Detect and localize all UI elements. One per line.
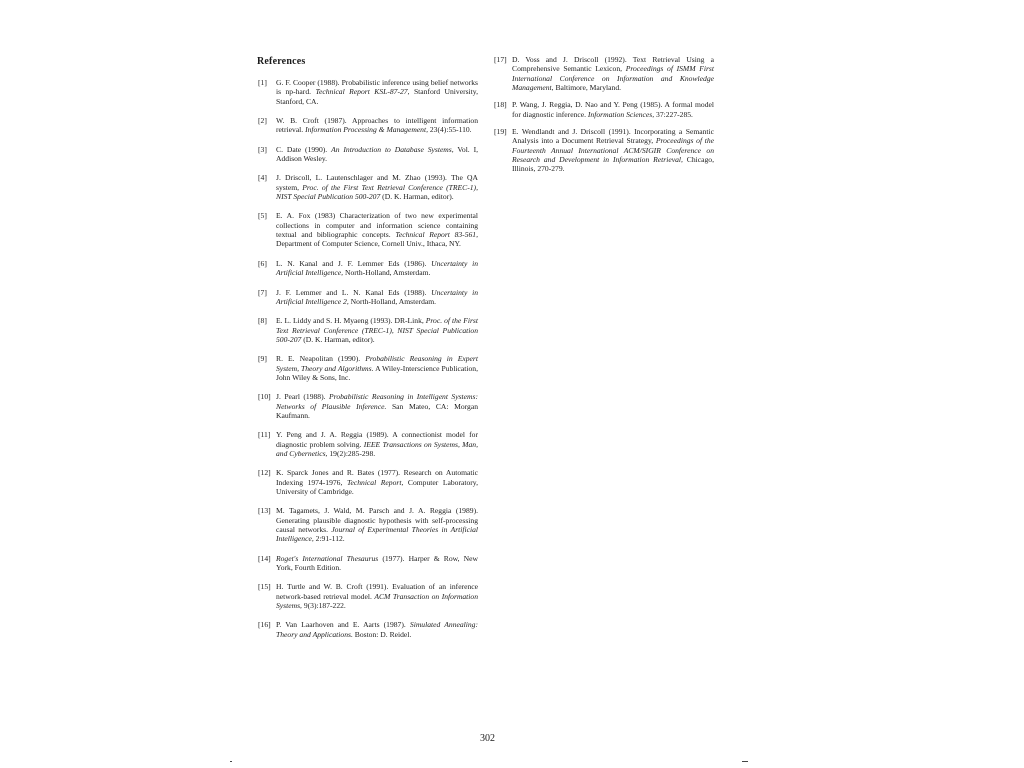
reference-text-segment: D. Voss and J. Driscoll (1992). Text Retrieval Using a Comprehensive Semantic Lexicon, — [512, 55, 714, 74]
reference-title-italic: Journal of Experimental Theories in Artificial Intelligence, — [276, 525, 478, 544]
reference-text-segment: (D. K. Harman, editor). — [301, 334, 375, 344]
reference-number: [15] — [258, 582, 271, 592]
reference-text-segment: E. L. Liddy and S. H. Myaeng (1993). DR-Link, — [276, 316, 426, 326]
reference-entry — [258, 173, 478, 201]
reference-entry — [258, 316, 478, 344]
reference-text-segment: Vol. I, Addison Wesley. — [276, 144, 479, 164]
reference-entry — [258, 506, 478, 543]
reference-text — [276, 173, 478, 201]
reference-text — [276, 211, 478, 248]
reference-entry — [258, 211, 478, 248]
reference-text — [276, 554, 478, 573]
reference-text-segment: North-Holland, Amsterdam. — [348, 296, 437, 306]
reference-text-segment: Boston: D. Reidel. — [352, 629, 412, 639]
reference-entry — [258, 468, 478, 496]
corner-mark-left — [230, 761, 232, 762]
reference-text-segment: 9(3):187-222. — [301, 601, 346, 611]
reference-entry — [494, 100, 714, 119]
reference-text-segment: C. Date (1990). — [276, 144, 332, 154]
reference-entry — [258, 116, 478, 135]
reference-text-segment: (D. K. Harman, editor). — [380, 192, 454, 202]
reference-number: [4] — [258, 173, 267, 183]
reference-number: [18] — [494, 100, 507, 110]
reference-text-segment: W. B. Croft (1987). Approaches to intelligent information retrieval. — [276, 116, 478, 135]
reference-text — [276, 582, 478, 610]
reference-entry — [258, 554, 478, 573]
reference-text-segment: Stanford University, Stanford, CA. — [276, 87, 478, 106]
reference-text-segment: G. F. Cooper (1988). Probabilistic inference using belief networks is np-hard. — [276, 78, 478, 97]
reference-text-segment: Computer Laboratory, University of Cambridge. — [276, 477, 479, 496]
reference-title-italic: Technical Report KSL-87-27, — [315, 87, 410, 97]
reference-title-italic: Probabilistic Reasoning in Expert System, Theory and Algorithms. — [276, 354, 478, 373]
reference-text-segment: A Wiley-Interscience Publication, John Wiley & Sons, Inc. — [276, 363, 478, 382]
reference-text-segment: K. Sparck Jones and R. Bates (1977). Research on Automatic Indexing 1974-1976, — [276, 468, 478, 487]
reference-entry — [258, 430, 478, 458]
reference-number: [1] — [258, 78, 267, 87]
reference-title-italic: Proceedings of the Fourteenth Annual International ACM/SIGIR Conference on Research and Development in Information Retrieval, — [512, 136, 714, 165]
reference-entry — [258, 78, 478, 106]
reference-number: [6] — [258, 258, 267, 268]
reference-text — [276, 288, 478, 307]
reference-text-segment: North-Holland, Amsterdam. — [343, 268, 431, 278]
reference-number: [2] — [258, 116, 267, 126]
reference-entry — [494, 127, 714, 174]
reference-text-segment: M. Tagamets, J. Wald, M. Parsch and J. A. Reggia (1989). Generating plausible diagnostic hypothesis with self-processing causal networks. — [276, 506, 478, 535]
reference-text-segment: Chicago, Illinois, 270-279. — [512, 155, 714, 174]
reference-number: [12] — [258, 468, 271, 478]
reference-text — [276, 506, 478, 543]
reference-text — [276, 259, 478, 278]
reference-text-segment: J. F. Lemmer and L. N. Kanal Eds (1988). — [276, 287, 432, 297]
reference-number: [5] — [258, 211, 267, 221]
reference-entry — [494, 55, 714, 92]
reference-title-italic: Proceedings of ISMM First International Conference on Information and Knowledge Management, — [512, 64, 714, 93]
reference-number: [11] — [258, 430, 271, 440]
reference-text — [276, 620, 478, 639]
reference-title-italic: IEEE Transactions on Systems, Man, and Cybernetics, — [276, 439, 478, 458]
reference-number: [14] — [258, 553, 271, 563]
reference-title-italic: Information Processing & Management, — [305, 125, 428, 135]
references-right-column — [494, 55, 714, 174]
reference-text-segment: H. Turtle and W. B. Croft (1991). Evaluation of an inference network-based retrieval model. — [276, 582, 478, 601]
reference-text-segment: P. Wang, J. Reggia, D. Nao and Y. Peng (1985). A formal model for diagnostic inference. — [512, 100, 714, 119]
reference-entry — [258, 354, 478, 382]
reference-number: [19] — [494, 127, 507, 137]
reference-text-segment: Baltimore, Maryland. — [553, 83, 622, 93]
reference-title-italic: Roget's International Thesaurus — [276, 553, 379, 563]
references-left-column — [258, 78, 478, 639]
reference-text-segment: J. Pearl (1988). — [276, 392, 330, 402]
reference-text-segment: R. E. Neapolitan (1990). — [276, 354, 366, 364]
reference-text-segment: E. Wendlandt and J. Driscoll (1991). Incorporating a Semantic Analysis into a Document Retrieval Strategy, — [512, 127, 714, 146]
reference-entry — [258, 582, 478, 610]
reference-text — [512, 55, 714, 92]
page-number: 302 — [480, 733, 495, 744]
reference-title-italic: Simulated Annealing: Theory and Applications. — [276, 620, 478, 639]
reference-text-segment: E. A. Fox (1983) Characterization of two new experimental collections in computer and information science containing textual and bibliographic concepts. — [276, 211, 478, 240]
reference-text-segment: 2:91-112. — [313, 534, 345, 544]
reference-number: [8] — [258, 316, 267, 326]
reference-title-italic: Proc. of the First Text Retrieval Conference (TREC-1), NIST Special Publication 500-207 — [276, 316, 478, 344]
reference-text-segment: J. Driscoll, L. Lautenschlager and M. Zhao (1993). The QA system, — [276, 173, 478, 192]
reference-text — [276, 430, 478, 458]
reference-text-segment: Y. Peng and J. A. Reggia (1989). A connectionist model for diagnostic problem solving. — [276, 430, 478, 449]
reference-title-italic: Probabilistic Reasoning in Intelligent Systems: Networks of Plausible Inference. — [276, 392, 479, 411]
reference-text-segment: 19(2):285-298. — [327, 448, 376, 458]
reference-entry — [258, 288, 478, 307]
reference-text-segment: L. N. Kanal and J. F. Lemmer Eds (1986). — [276, 258, 432, 268]
reference-title-italic: Technical Report 83-561, — [395, 230, 478, 240]
reference-entry — [258, 145, 478, 164]
reference-number: [3] — [258, 144, 267, 154]
reference-text — [276, 116, 478, 135]
references-heading: References — [257, 56, 306, 67]
reference-title-italic: ACM Transaction on Information Systems, — [276, 591, 478, 611]
reference-title-italic: An Introduction to Database Systems, — [331, 144, 454, 154]
reference-text — [276, 316, 478, 344]
reference-text-segment: P. Van Laarhoven and E. Aarts (1987). — [276, 620, 410, 630]
reference-text — [276, 145, 478, 164]
reference-text — [512, 100, 714, 119]
reference-title-italic: Uncertainty in Artificial Intelligence, — [276, 258, 478, 278]
reference-text — [512, 127, 714, 174]
reference-entry — [258, 392, 478, 420]
reference-text-segment: 23(4):55-110. — [427, 125, 472, 135]
reference-entry — [258, 620, 478, 639]
reference-number: [16] — [258, 620, 271, 630]
reference-number: [17] — [494, 55, 507, 64]
reference-title-italic: Information Sciences, — [587, 109, 655, 119]
reference-text — [276, 392, 478, 420]
corner-mark-right — [742, 761, 748, 762]
reference-text-segment: San Mateo, CA: Morgan Kaufmann. — [276, 401, 478, 420]
reference-entry — [258, 259, 478, 278]
reference-title-italic: Technical Report, — [346, 477, 404, 487]
reference-number: [13] — [258, 506, 271, 516]
reference-number: [10] — [258, 392, 271, 402]
reference-title-italic: Uncertainty in Artificial Intelligence 2, — [276, 287, 478, 306]
reference-text — [276, 78, 478, 106]
reference-text-segment: Department of Computer Science, Cornell Univ., Ithaca, NY. — [276, 239, 461, 249]
reference-text — [276, 354, 478, 382]
reference-text — [276, 468, 478, 496]
reference-number: [7] — [258, 287, 267, 297]
reference-text-segment: 37:227-285. — [654, 109, 693, 119]
reference-number: [9] — [258, 354, 267, 364]
reference-text-segment: (1977). Harper & Row, New York, Fourth Edition. — [276, 553, 478, 573]
reference-title-italic: Proc. of the First Text Retrieval Conference (TREC-1), NIST Special Publication 500-207 — [276, 182, 478, 202]
